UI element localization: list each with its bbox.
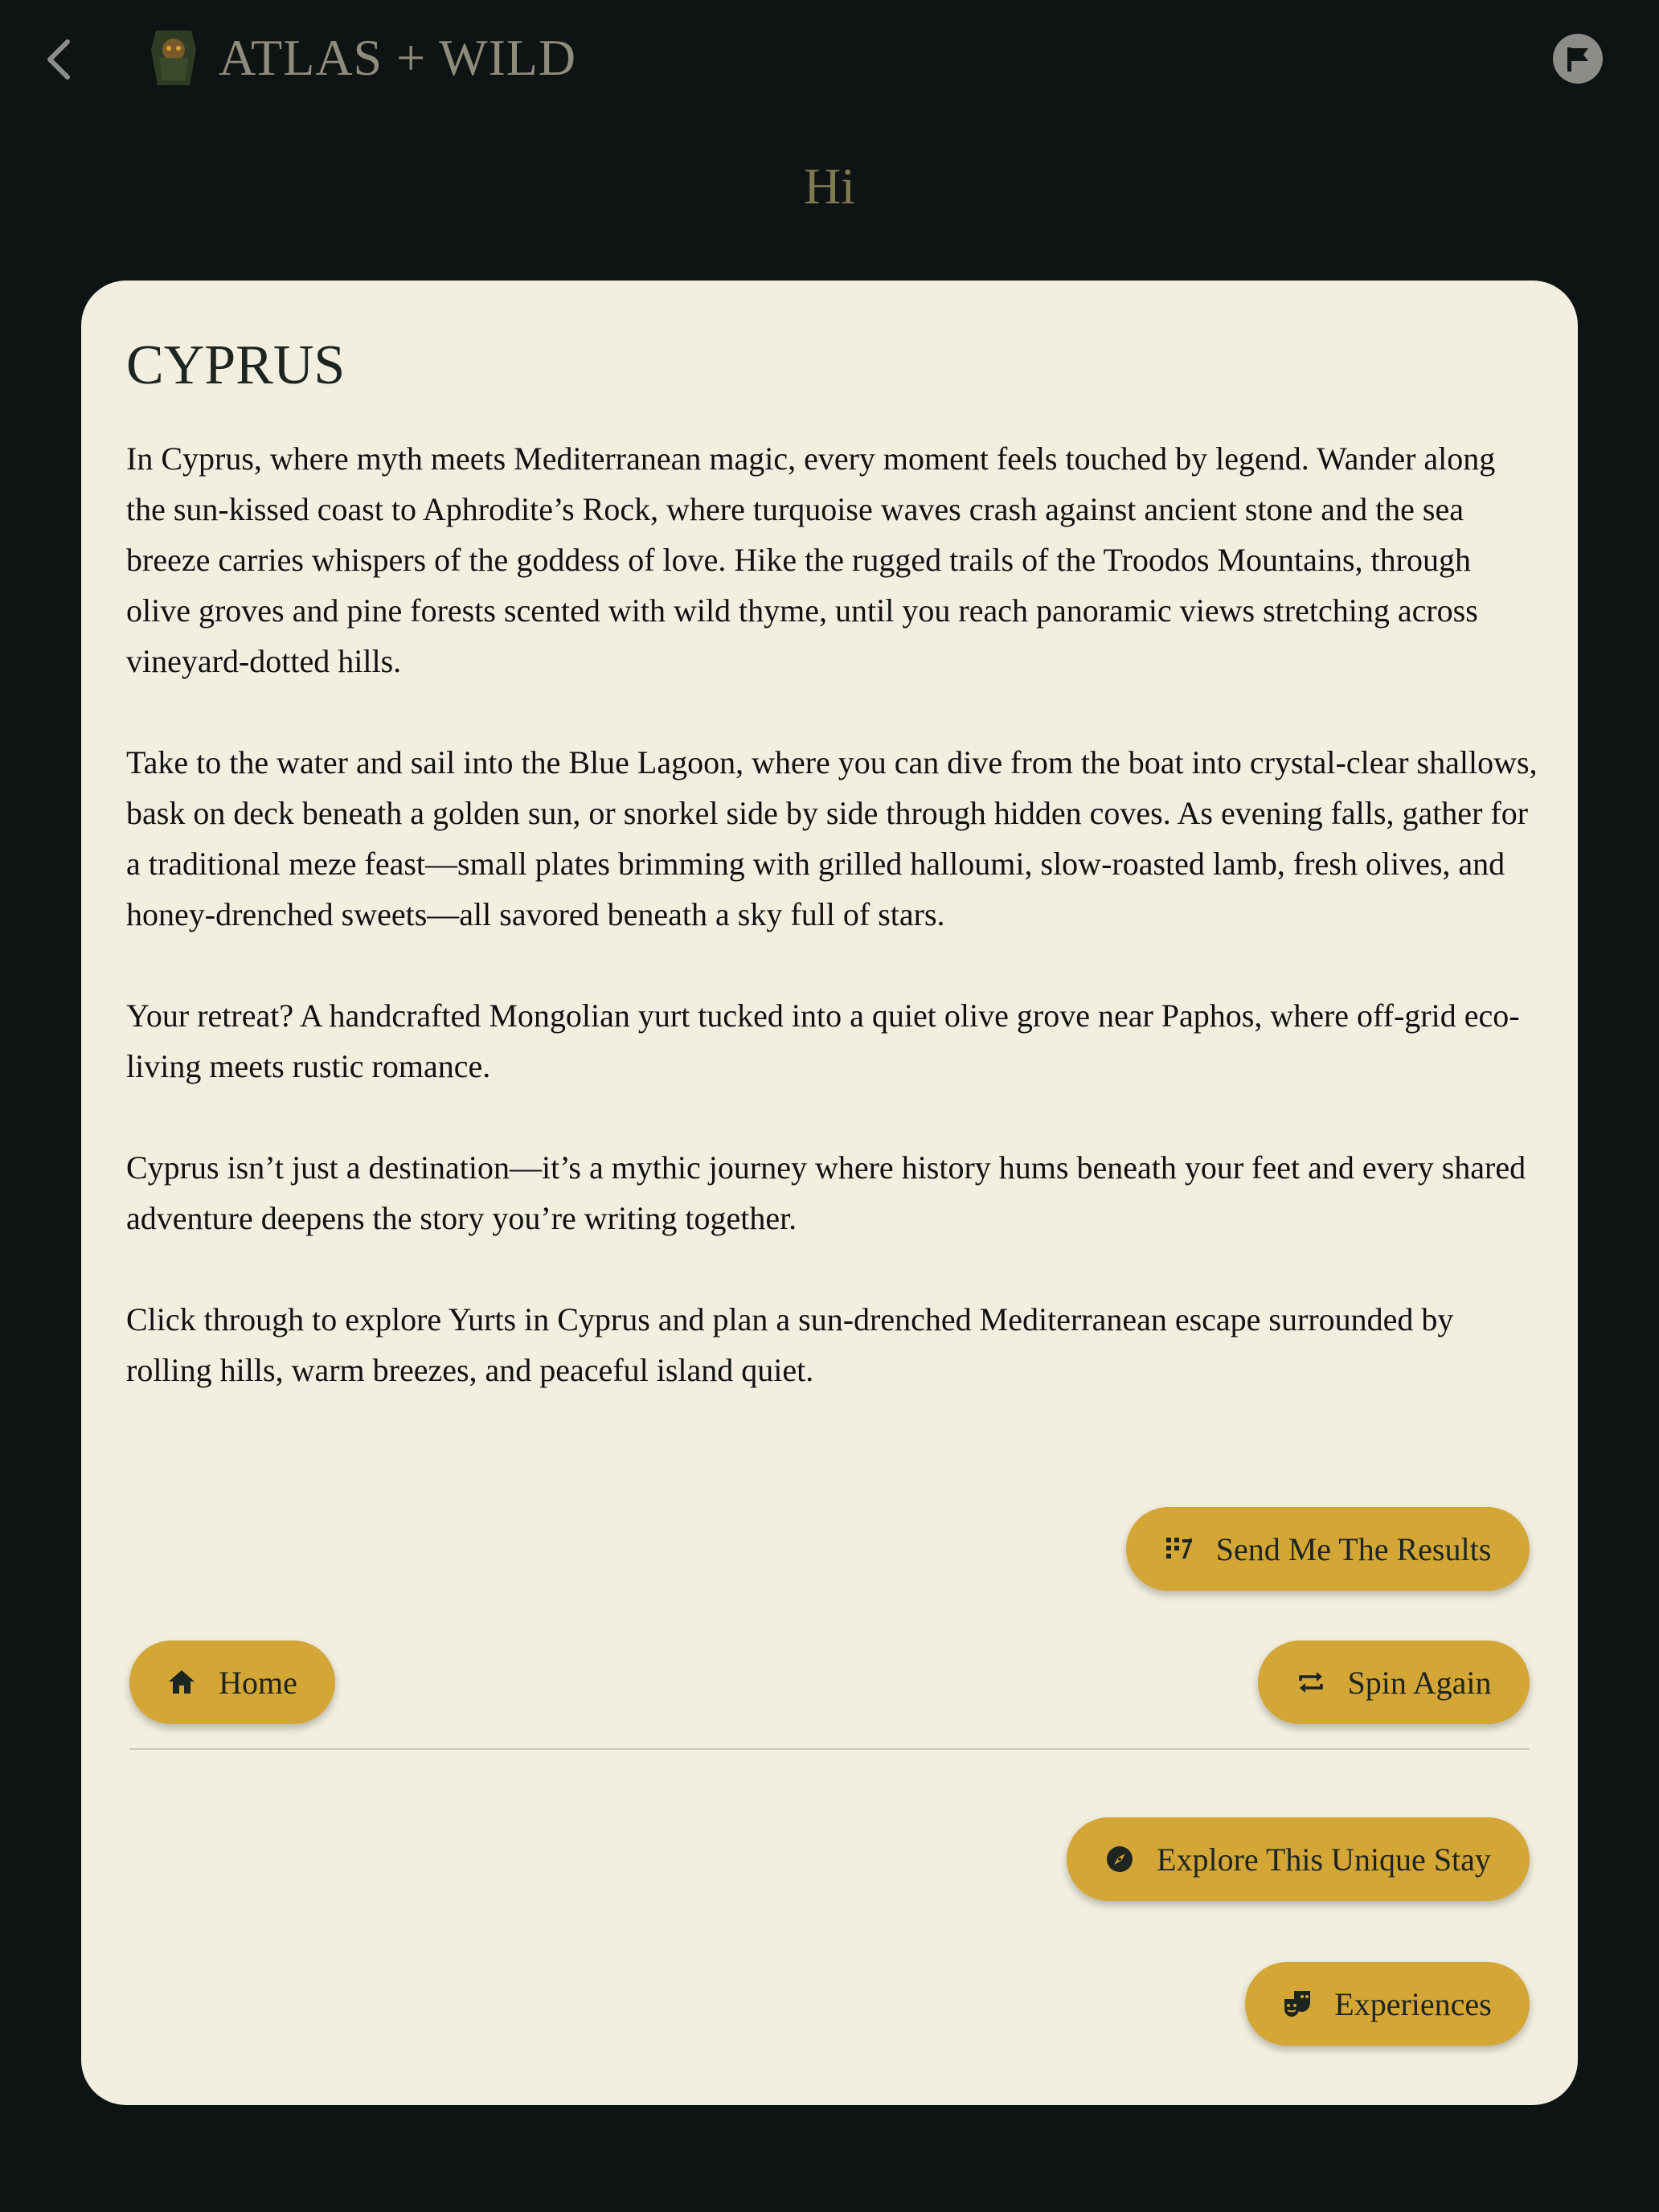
description-paragraph: Your retreat? A handcrafted Mongolian yurt tucked into a quiet olive grove near Paphos, where off-grid eco-living meets rustic romance. xyxy=(126,997,1520,1084)
theater-masks-icon xyxy=(1283,1989,1312,2018)
destination-result-modal xyxy=(81,281,1578,2105)
repeat-icon xyxy=(1296,1668,1325,1697)
back-button[interactable] xyxy=(37,32,85,87)
dialpad-send-icon xyxy=(1165,1534,1194,1563)
send-results-label: Send Me The Results xyxy=(1215,1530,1492,1567)
logo-icon xyxy=(145,26,203,90)
experiences-button[interactable] xyxy=(1245,1962,1530,2046)
description-paragraph: Cyprus isn’t just a destination—it’s a mythic journey where history hums beneath your feet and every shared adventure deepens the story you’re writing together. xyxy=(126,1149,1526,1236)
compass-icon xyxy=(1105,1845,1134,1874)
flag-icon xyxy=(1564,44,1591,73)
home-button[interactable] xyxy=(129,1641,335,1724)
experiences-label: Experiences xyxy=(1334,1985,1492,2022)
spin-again-label: Spin Again xyxy=(1347,1664,1492,1701)
spin-again-button[interactable] xyxy=(1258,1641,1530,1724)
description-paragraph: Click through to explore Yurts in Cyprus and plan a sun-drenched Mediterranean escape surrounded by rolling hills, warm breezes, and peaceful island quiet. xyxy=(126,1301,1454,1388)
explore-stay-button[interactable] xyxy=(1067,1817,1530,1901)
destination-title: CYPRUS xyxy=(126,334,346,396)
app-header xyxy=(0,0,1659,121)
obscured-subtitle xyxy=(88,268,1567,280)
chevron-left-icon xyxy=(37,32,85,87)
description-paragraph: Take to the water and sail into the Blue Lagoon, where you can dive from the boat into crystal-clear shallows, bask on deck beneath a golden sun, or snorkel side by side through hidden coves. As evening falls, gather for a traditional meze feast—small plates brimming with grilled halloumi, slow-roasted lamb, fresh olives, and honey-drenched sweets—all savored beneath a sky full of stars. xyxy=(126,744,1538,932)
greeting-heading: Hi xyxy=(804,158,855,215)
section-divider xyxy=(129,1748,1530,1750)
destination-description xyxy=(126,433,1541,1446)
send-results-button[interactable] xyxy=(1126,1507,1530,1591)
description-paragraph: In Cyprus, where myth meets Mediterranean magic, every moment feels touched by legend. Wander along the sun-kissed coast to Aphrodite’s Rock, where turquoise waves crash against ancient stone and the sea breeze carries whispers of the goddess of love. Hike the rugged trails of the Troodos Mountains, through olive groves and pine forests scented with wild thyme, until you reach panoramic views stretching across vineyard-dotted hills. xyxy=(126,440,1496,679)
explore-stay-label: Explore This Unique Stay xyxy=(1157,1841,1491,1878)
home-label: Home xyxy=(219,1664,297,1701)
home-icon xyxy=(167,1668,196,1697)
brand-name: ATLAS + WILD xyxy=(219,29,577,86)
report-flag-button[interactable] xyxy=(1553,34,1603,84)
